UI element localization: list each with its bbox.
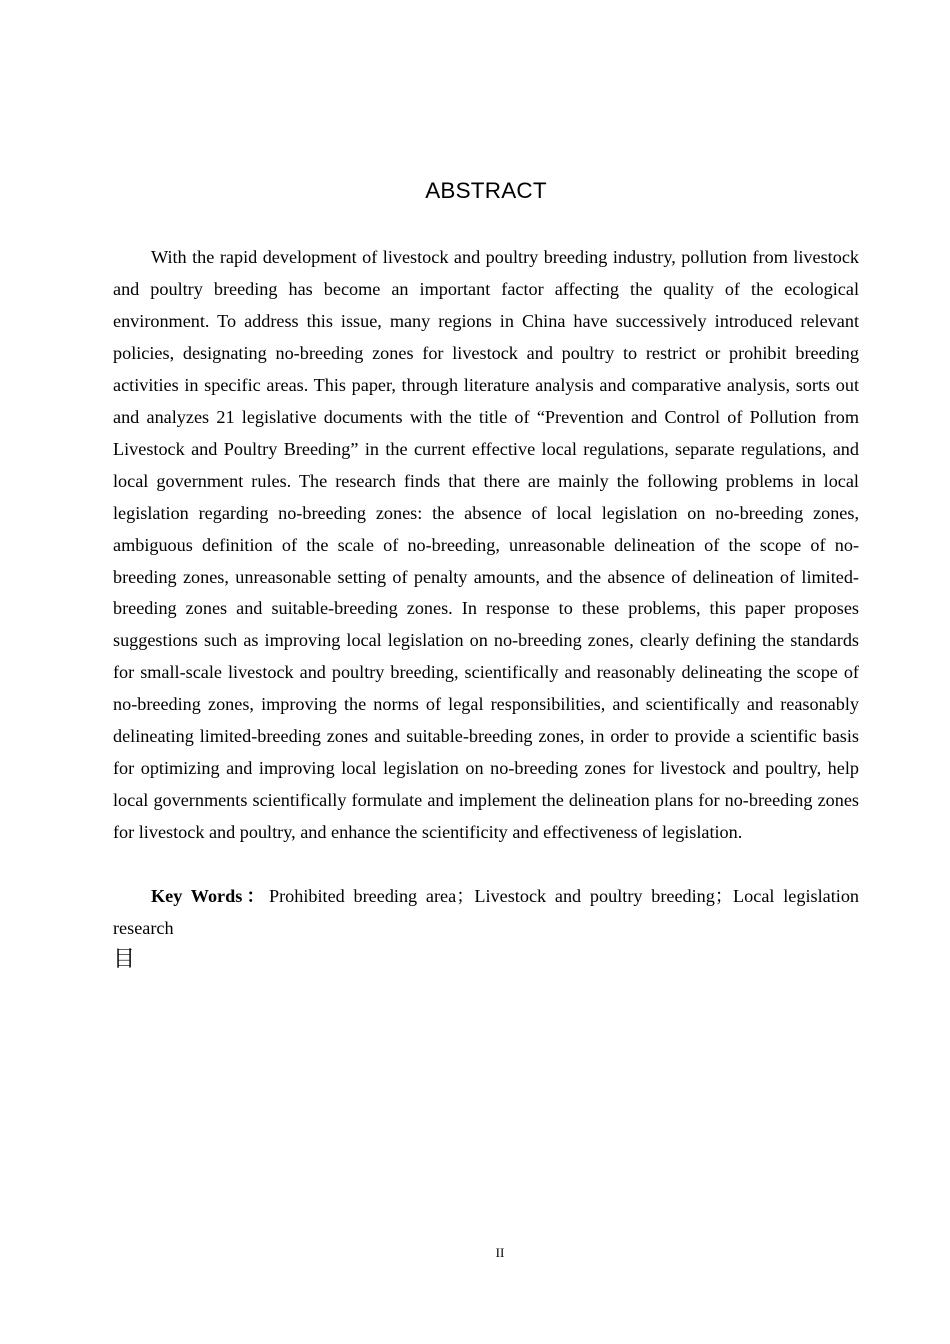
toc-heading: 目: [113, 947, 136, 972]
page-number: II: [495, 1245, 505, 1260]
keywords-text: Prohibited breeding area；Livestock and poultry breeding；Local legislation research: [113, 886, 860, 938]
keywords-paragraph: [113, 881, 859, 944]
abstract-title: ABSTRACT: [425, 178, 547, 203]
abstract-body: With the rapid development of livestock and poultry breeding industry, pollution from livestock and poultry breeding has become an important factor affecting the quality of the ecological environment. To address this issue, many regions in China have successively introduced relevant policies, designating no-breeding zones for livestock and poultry to restrict or prohibit breeding activities in specific areas. This paper, through literature analysis and comparative analysis, sorts out and analyzes 21 legislative documents with the title of “Prevention and Control of Pollution from Livestock and Poultry Breeding” in the current effective local regulations, separate regulations, and local government rules. The research finds that there are mainly the following problems in local legislation regarding no-breeding zones: the absence of local legislation on no-breeding zones, ambiguous definition of the scale of no-breeding, unreasonable delineation of the scope of no-breeding zones, unreasonable setting of penalty amounts, and the absence of delineation of limited-breeding zones and suitable-breeding zones. In response to these problems, this paper proposes suggestions such as improving local legislation on no-breeding zones, clearly defining the standards for small-scale livestock and poultry breeding, scientifically and reasonably delineating the scope of no-breeding zones, improving the norms of legal responsibilities, and scientifically and reasonably delineating limited-breeding zones and suitable-breeding zones, in order to provide a scientific basis for optimizing and improving local legislation on no-breeding zones for livestock and poultry, help local governments scientifically formulate and implement the delineation plans for no-breeding zones for livestock and poultry, and enhance the scientificity and effectiveness of legislation.: [113, 247, 859, 843]
keywords-label: Key Words：: [151, 886, 269, 906]
